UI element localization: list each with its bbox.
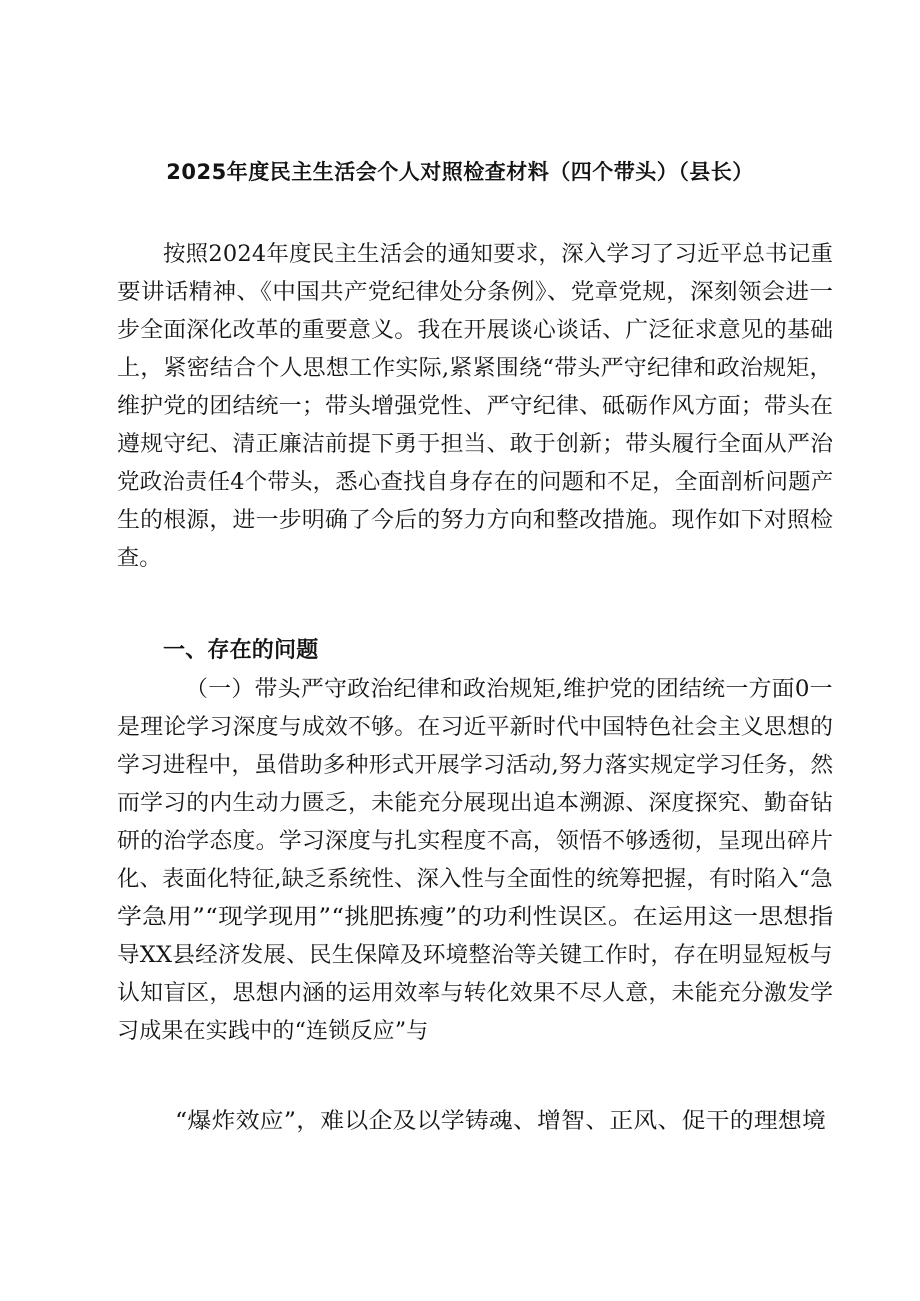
continuation-line: “爆炸效应”，难以企及以学铸魂、增智、正风、促干的理想境 — [175, 1109, 827, 1134]
intro-line-6: 遵规守纪、清正廉洁前提下勇于担当、敢于创新；带头履行全面从严治 — [117, 432, 834, 457]
intro-line-2: 要讲话精神、《中国共产党纪律处分条例》、党章党规，深刻领会进一 — [117, 280, 834, 305]
intro-line-5: 维护党的团结统一；带头增强党性、严守纪律、砥砺作风方面；带头在 — [117, 394, 834, 419]
body-line-10: 习成果在实践中的“连锁反应”与 — [117, 1019, 429, 1044]
body-line-6: 化、表面化特征,缺乏系统性、深入性与全面性的统筹把握，有时陷入“急 — [117, 867, 833, 892]
intro-line-9: 查。 — [117, 546, 162, 571]
body-line-7: 学急用”“现学现用”“挑肥拣瘦”的功利性误区。在运用这一思想指 — [117, 905, 834, 930]
intro-line-3: 步全面深化改革的重要意义。我在开展谈心谈话、广泛征求意见的基础 — [117, 318, 834, 343]
body-line-1: （一）带头严守政治纪律和政治规矩,维护党的团结统一方面0一 — [185, 677, 833, 702]
body-line-9: 认知盲区，思想内涵的运用效率与转化效果不尽人意，未能充分激发学 — [117, 981, 834, 1006]
body-line-2: 是理论学习深度与成效不够。在习近平新时代中国特色社会主义思想的 — [117, 715, 834, 740]
body-line-5: 研的治学态度。学习深度与扎实程度不高，领悟不够透彻，呈现出碎片 — [117, 829, 834, 854]
body-line-8: 导XX县经济发展、民生保障及环境整治等关键工作时，存在明显短板与 — [117, 943, 833, 968]
intro-line-7: 党政治责任4个带头，悉心查找自身存在的问题和不足，全面剖析问题产 — [117, 470, 834, 495]
document-title: 2025年度民主生活会个人对照检查材料（四个带头）（县长） — [166, 160, 754, 184]
body-line-3: 学习进程中，虽借助多种形式开展学习活动,努力落实规定学习任务，然 — [117, 753, 834, 778]
intro-line-1: 按照2024年度民主生活会的通知要求，深入学习了习近平总书记重 — [163, 242, 834, 267]
intro-line-8: 生的根源，进一步明确了今后的努力方向和整改措施。现作如下对照检 — [117, 508, 834, 533]
section-heading: 一、存在的问题 — [163, 638, 319, 663]
body-line-4: 而学习的内生动力匮乏，未能充分展现出追本溯源、深度探究、勤奋钻 — [117, 791, 834, 816]
intro-line-4: 上，紧密结合个人思想工作实际,紧紧围绕“带头严守纪律和政治规矩， — [117, 356, 833, 381]
